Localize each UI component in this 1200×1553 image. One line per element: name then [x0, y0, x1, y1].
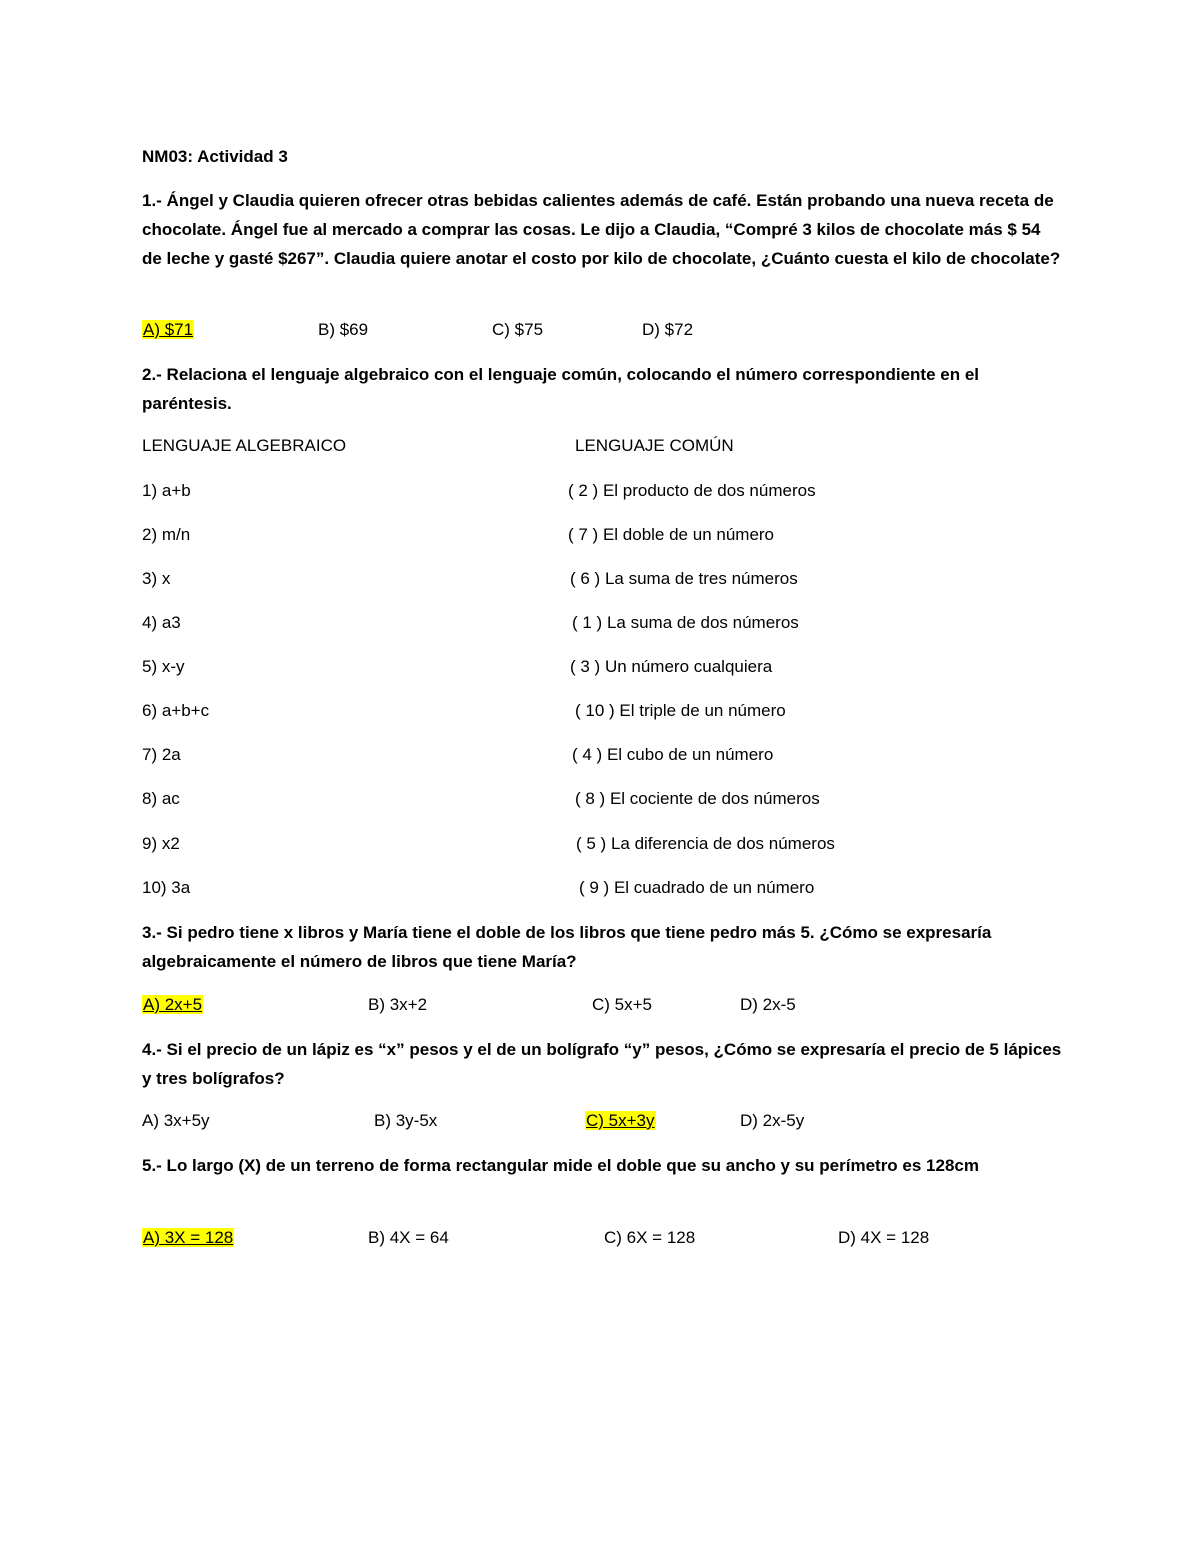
q3-option-c: C) 5x+5 — [592, 995, 652, 1014]
algebraic-item-4: 4) a3 — [142, 613, 181, 632]
algebraic-item-1: 1) a+b — [142, 481, 191, 500]
q4-option-d: D) 2x-5y — [740, 1111, 805, 1130]
right-column-header: LENGUAJE COMÚN — [575, 436, 734, 455]
q3-option-d: D) 2x-5 — [740, 995, 796, 1014]
q5-option-b: B) 4X = 64 — [368, 1228, 449, 1247]
common-item-5: ( 3 ) Un número cualquiera — [570, 657, 773, 676]
q1-option-a: A) $71 — [143, 320, 194, 339]
algebraic-item-7: 7) 2a — [142, 745, 181, 764]
common-item-2: ( 7 ) El doble de un número — [568, 525, 775, 544]
common-item-3: ( 6 ) La suma de tres números — [570, 569, 798, 588]
algebraic-item-8: 8) ac — [142, 789, 180, 808]
q5-option-c: C) 6X = 128 — [604, 1228, 696, 1247]
common-item-4: ( 1 ) La suma de dos números — [572, 613, 799, 632]
q5-option-d: D) 4X = 128 — [838, 1228, 930, 1247]
algebraic-item-10: 10) 3a — [142, 878, 191, 897]
algebraic-item-6: 6) a+b+c — [142, 701, 210, 720]
algebraic-item-3: 3) x — [142, 569, 171, 588]
algebraic-item-2: 2) m/n — [142, 525, 191, 544]
document-title: NM03: Actividad 3 — [142, 147, 288, 166]
common-item-7: ( 4 ) El cubo de un número — [572, 745, 774, 764]
common-item-1: ( 2 ) El producto de dos números — [568, 481, 816, 500]
q1-option-c: C) $75 — [492, 320, 544, 339]
algebraic-item-5: 5) x-y — [142, 657, 185, 676]
common-item-9: ( 5 ) La diferencia de dos números — [576, 834, 835, 853]
common-item-6: ( 10 ) El triple de un número — [575, 701, 786, 720]
q1-option-d: D) $72 — [642, 320, 694, 339]
left-column-header: LENGUAJE ALGEBRAICO — [142, 436, 347, 455]
q5-option-a: A) 3X = 128 — [143, 1228, 234, 1247]
common-item-8: ( 8 ) El cociente de dos números — [575, 789, 820, 808]
question-5-text: 5.- Lo largo (X) de un terreno de forma rectangular mide el doble que su ancho y su perímetro es 128cm — [142, 1156, 979, 1175]
common-item-10: ( 9 ) El cuadrado de un número — [579, 878, 815, 897]
q4-option-b: B) 3y-5x — [374, 1111, 438, 1130]
q3-option-a: A) 2x+5 — [143, 995, 203, 1014]
question-4-text: 4.- Si el precio de un lápiz es “x” pesos y el de un bolígrafo “y” pesos, ¿Cómo se expresaría el precio de 5 lápices y tres bolígrafos? — [142, 1040, 1062, 1088]
algebraic-item-9: 9) x2 — [142, 834, 180, 853]
question-1-text: 1.- Ángel y Claudia quieren ofrecer otras bebidas calientes además de café. Están probando una nueva receta de chocolate. Ángel fue al mercado a comprar las cosas. Le dijo a Claudia, “Compré 3 kilos de chocolate más $ 54 de leche y gasté $267”. Claudia quiere anotar el costo por kilo de chocolate, ¿Cuánto cuesta el kilo de chocolate? — [142, 191, 1061, 268]
question-2-text: 2.- Relaciona el lenguaje algebraico con el lenguaje común, colocando el número correspondiente en el paréntesis. — [142, 365, 979, 413]
question-3-text: 3.- Si pedro tiene x libros y María tiene el doble de los libros que tiene pedro más 5. ¿Cómo se expresaría algebraicamente el número de libros que tiene María? — [142, 923, 992, 971]
q4-option-a: A) 3x+5y — [142, 1111, 210, 1130]
q1-option-b: B) $69 — [318, 320, 369, 339]
q4-option-c: C) 5x+3y — [586, 1111, 655, 1130]
q3-option-b: B) 3x+2 — [368, 995, 428, 1014]
